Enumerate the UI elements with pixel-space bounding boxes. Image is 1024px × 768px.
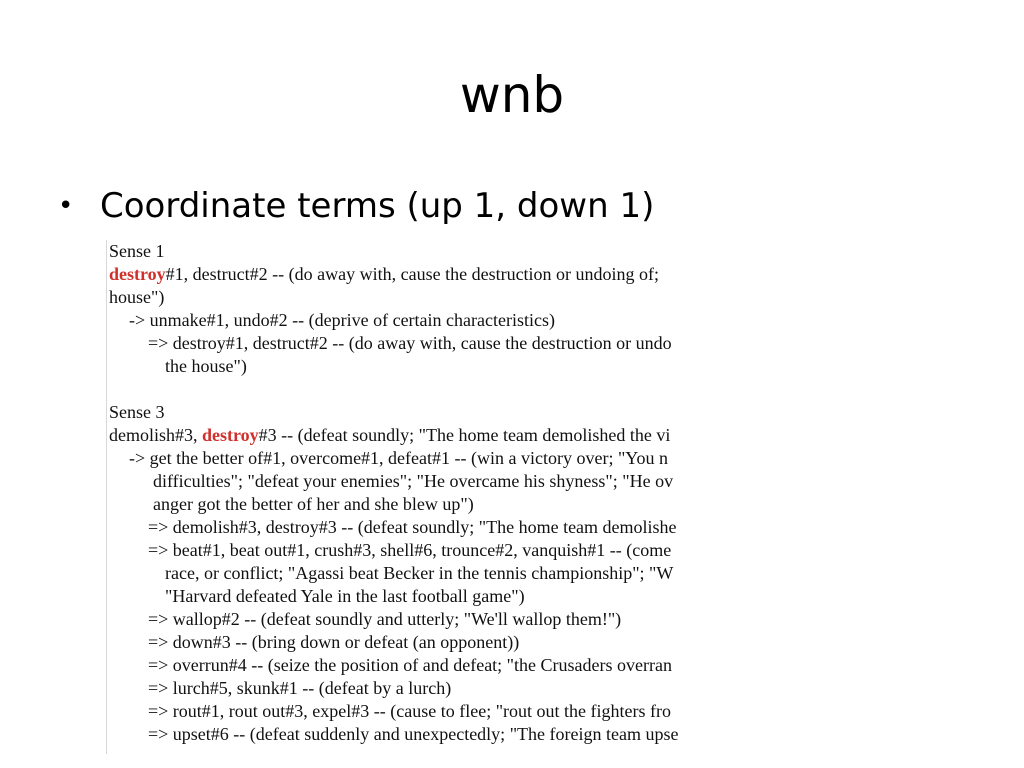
coordinate-term-continuation: "Harvard defeated Yale in the last football game"): [165, 586, 525, 606]
synset-text: #3 -- (defeat soundly; "The home team demolished the vi: [258, 425, 671, 445]
coordinate-term-continuation: race, or conflict; "Agassi beat Becker in the tennis championship"; "W: [165, 563, 674, 583]
coordinate-term-line: => upset#6 -- (defeat suddenly and unexpectedly; "The foreign team upse: [148, 724, 679, 744]
sense-3-heading: Sense 3: [109, 402, 165, 422]
hypernym-line: -> unmake#1, undo#2 -- (deprive of certain characteristics): [129, 310, 555, 330]
coordinate-term-line: => overrun#4 -- (seize the position of and defeat; "the Crusaders overran: [148, 655, 672, 675]
hypernym-line: -> get the better of#1, overcome#1, defeat#1 -- (win a victory over; "You n: [129, 448, 669, 468]
highlighted-word: destroy: [202, 425, 259, 445]
sense-3-synset: [107, 424, 781, 447]
spacer: [107, 378, 781, 401]
coordinate-term-line: => beat#1, beat out#1, crush#3, shell#6, trounce#2, vanquish#1 -- (come: [148, 540, 672, 560]
synset-text: #1, destruct#2 -- (do away with, cause the destruction or undoing of;: [165, 264, 660, 284]
bullet-dot: •: [58, 191, 74, 221]
coordinate-term-continuation: the house"): [165, 356, 247, 376]
highlighted-word: destroy: [109, 264, 166, 284]
hypernym-continuation: anger got the better of her and she blew up"): [153, 494, 474, 514]
coordinate-term-line: => demolish#3, destroy#3 -- (defeat soundly; "The home team demolishe: [148, 517, 677, 537]
coordinate-term-line: => lurch#5, skunk#1 -- (defeat by a lurch): [148, 678, 452, 698]
bullet-item: [58, 183, 654, 229]
hypernym-continuation: difficulties"; "defeat your enemies"; "He overcame his shyness"; "He ov: [153, 471, 674, 491]
coordinate-term-line: => destroy#1, destruct#2 -- (do away with, cause the destruction or undo: [148, 333, 672, 353]
sense-1-synset: [107, 263, 781, 286]
coordinate-term-line: => rout#1, rout out#3, expel#3 -- (cause to flee; "rout out the fighters fro: [148, 701, 672, 721]
synset-prefix: demolish#3,: [109, 425, 202, 445]
slide-title: wnb: [459, 66, 565, 124]
sense-1-heading: Sense 1: [109, 241, 165, 261]
coordinate-term-line: => wallop#2 -- (defeat soundly and utterly; "We'll wallop them!"): [148, 609, 622, 629]
bullet-text: Coordinate terms (up 1, down 1): [100, 186, 655, 226]
sense-1-gloss-continuation: house"): [109, 287, 165, 307]
wordnet-output-screenshot: [106, 240, 781, 754]
coordinate-term-line: => down#3 -- (bring down or defeat (an opponent)): [148, 632, 520, 652]
